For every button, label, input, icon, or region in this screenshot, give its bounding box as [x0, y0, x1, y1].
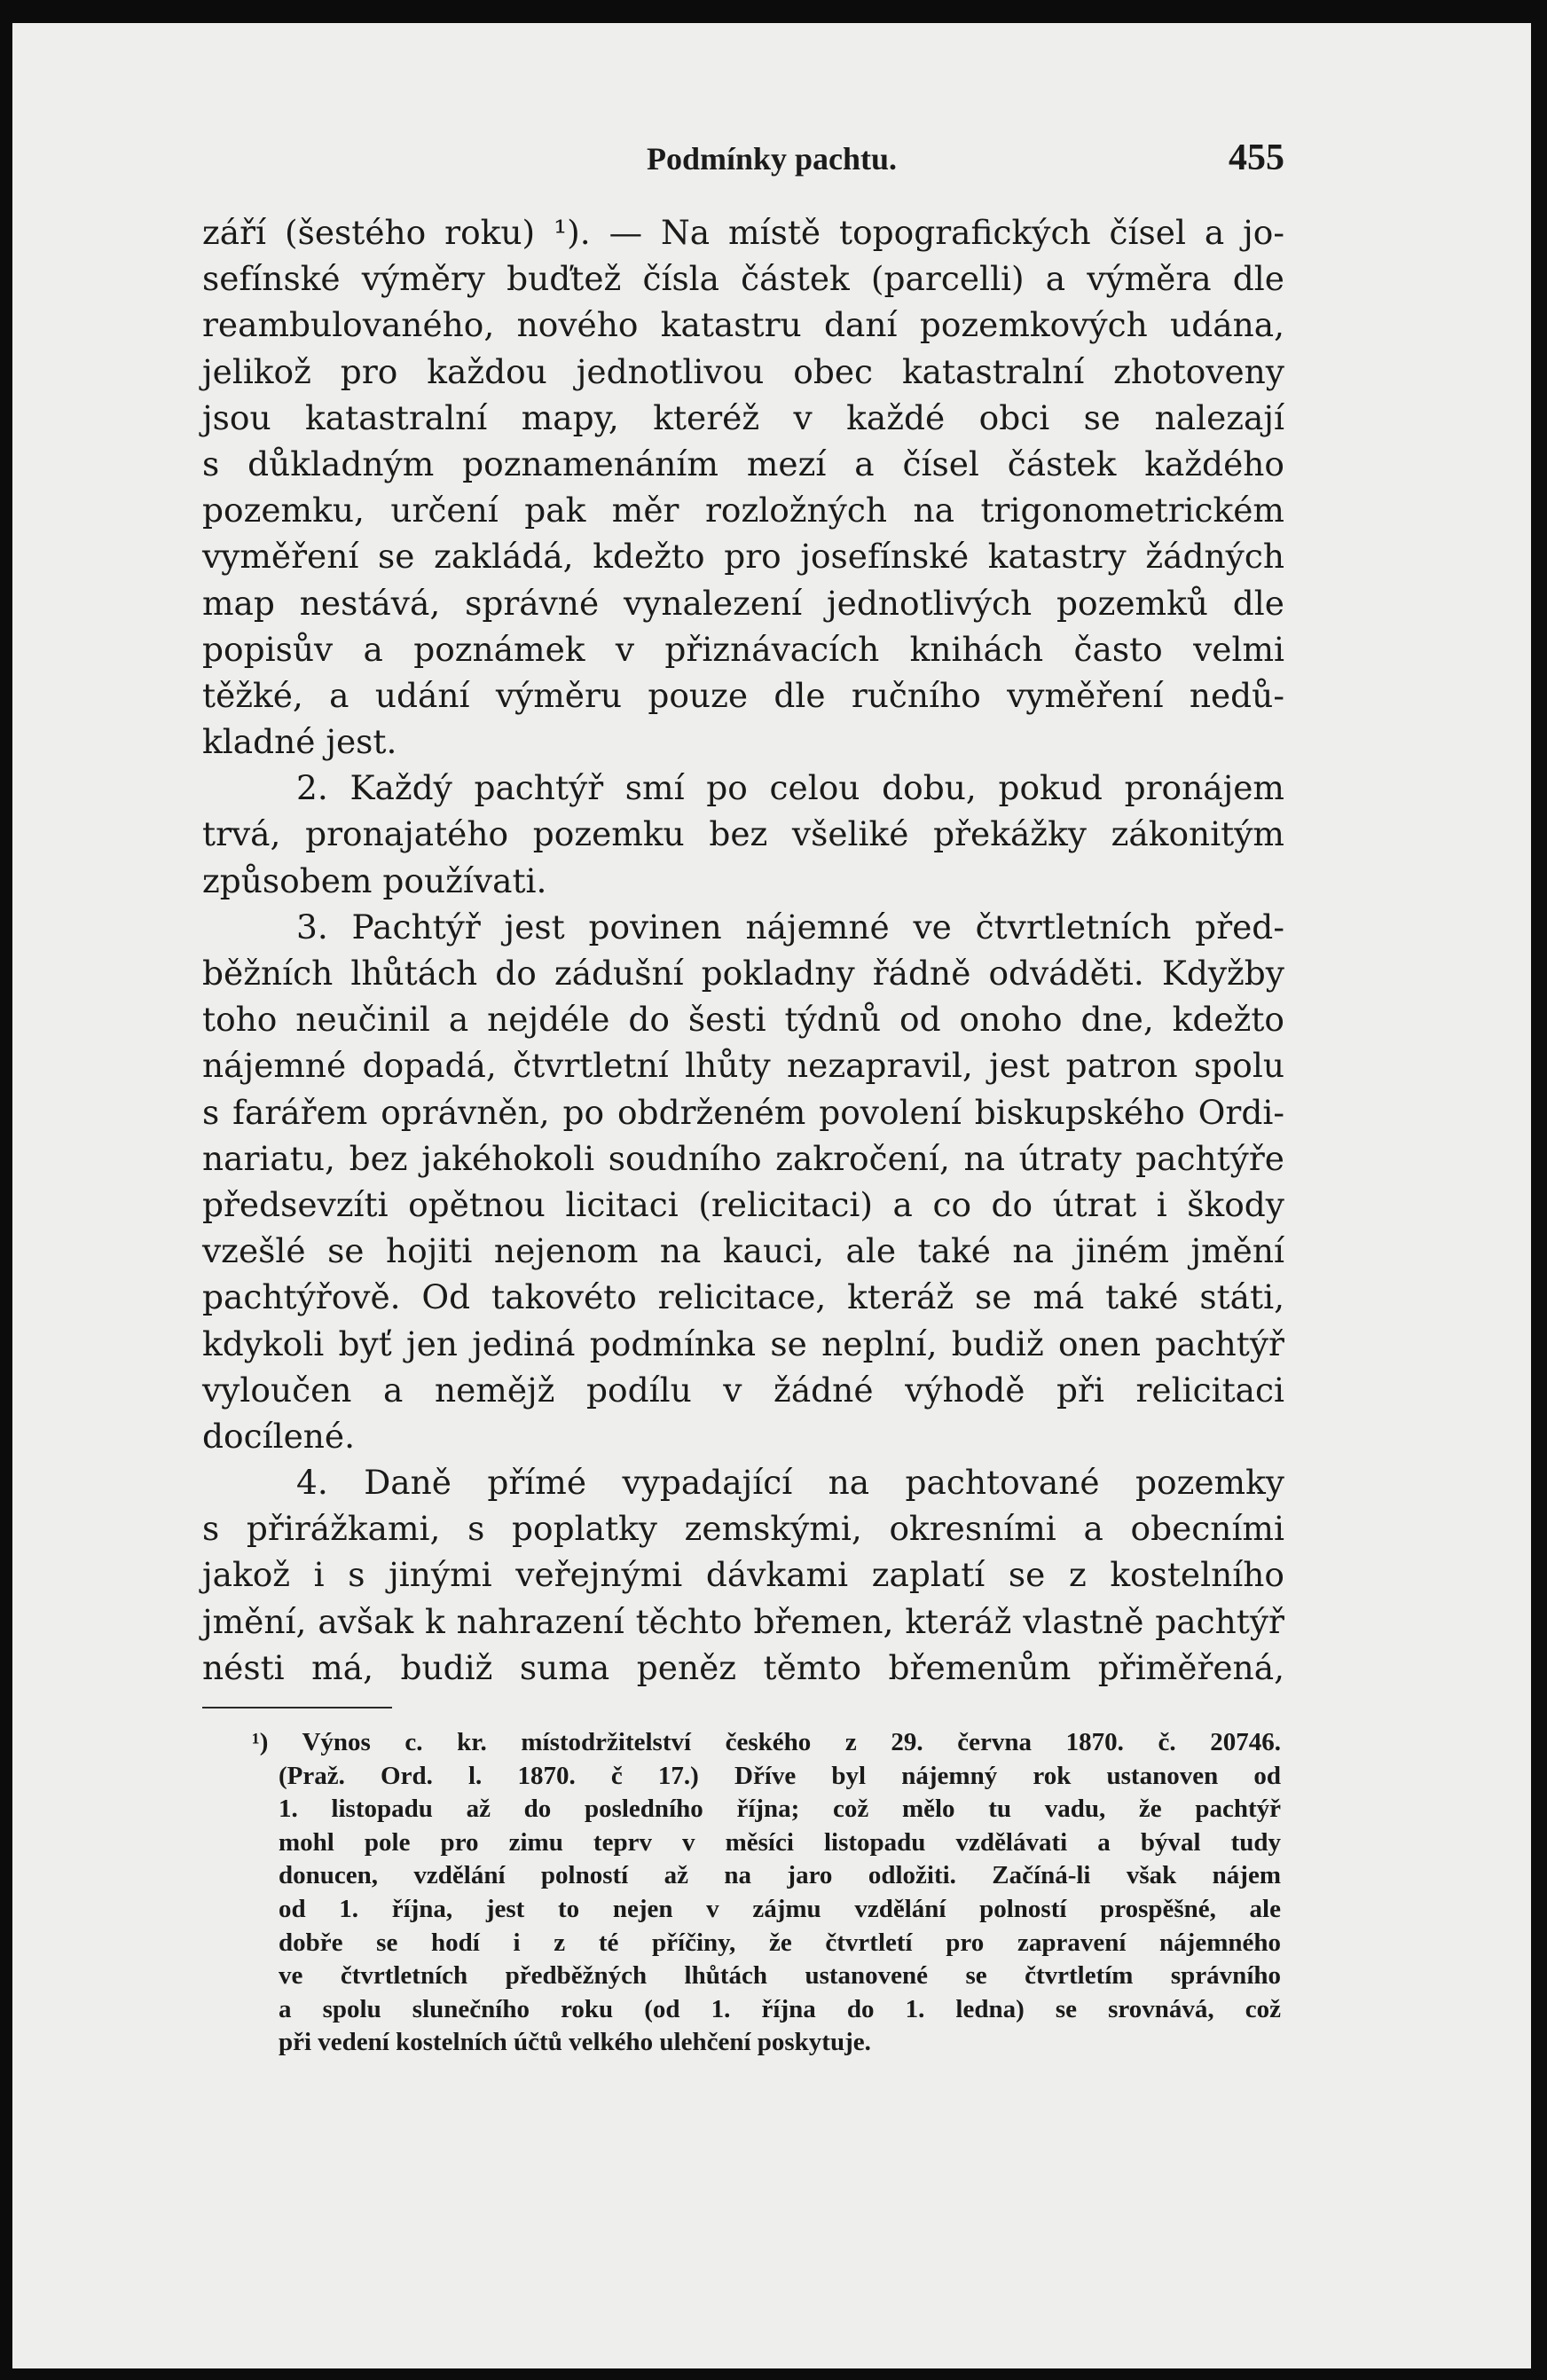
text-line: kdykoli byť jen jediná podmínka se neplní, budiž onen pachtýř: [202, 1324, 1284, 1363]
footnote-line: od 1. října, jest to nejen v zájmu vzdělání polností prospěšné, ale: [279, 1894, 1281, 1923]
text-line: nariatu, bez jakéhokoli soudního zakročení, na útraty pachtýře: [202, 1138, 1284, 1178]
text-line: jmění, avšak k nahrazení těchto břemen, kteráž vlastně pachtýř: [202, 1601, 1284, 1641]
text-line: s farářem oprávněn, po obdrženém povolení biskupského Ordi-: [202, 1092, 1284, 1132]
text-line: jsou katastralní mapy, kteréž v každé obci se nalezají: [202, 397, 1284, 437]
footnote-divider: [202, 1707, 392, 1708]
footnote-line: při vedení kostelních účtů velkého ulehčení poskytuje.: [279, 2028, 871, 2057]
footnote-line: 1. listopadu až do posledního října; což mělo tu vadu, že pachtýř: [279, 1795, 1281, 1824]
text-line: způsobem používati.: [202, 860, 547, 900]
footnote-line: mohl pole pro zimu teprv v měsíci listopadu vzdělávati a býval tudy: [279, 1827, 1281, 1857]
footnote-line: ¹) Výnos c. kr. místodržitelství českého z 29. června 1870. č. 20746.: [252, 1728, 1281, 1756]
text-line: toho neučinil a nejdéle do šesti týdnů od onoho dne, kdežto: [202, 1000, 1284, 1040]
text-line: jelikož pro každou jednotlivou obec katastralní zhotoveny: [202, 351, 1284, 391]
footnote: [252, 1726, 1281, 2060]
text-line: září (šestého roku) ¹). — Na místě topografických čísel a jo-: [202, 213, 1284, 252]
text-line: běžních lhůtách do zádušní pokladny řádně odváděti. Kdyžby: [202, 954, 1284, 993]
book-page: [12, 23, 1531, 2368]
footnote-line: (Praž. Ord. l. 1870. č 17.) Dříve byl nájemný rok ustanoven od: [279, 1761, 1281, 1790]
text-line: docílené.: [202, 1416, 356, 1456]
text-line: popisův a poznámek v přiznávacích knihách často velmi: [202, 629, 1284, 669]
text-line: vzešlé se hojiti nejenom na kauci, ale také na jiném jmění: [202, 1231, 1284, 1271]
text-line: vyměření se zakládá, kdežto pro josefínské katastry žádných: [202, 537, 1284, 577]
footnote-line: donucen, vzdělání polností až na jaro odložiti. Začíná-li však nájem: [279, 1861, 1281, 1890]
text-line: jakož i s jinými veřejnými dávkami zaplatí se z kostelního: [202, 1555, 1284, 1595]
text-line: vyloučen a nemějž podílu v žádné výhodě při relicitaci: [202, 1370, 1284, 1410]
footnote-line: a spolu slunečního roku (od 1. října do 1. ledna) se srovnává, což: [279, 1994, 1281, 2023]
text-line: předsevzíti opětnou licitaci (relicitaci) a co do útrat i škody: [202, 1184, 1284, 1224]
text-line: map nestává, správné vynalezení jednotlivých pozemků dle: [202, 583, 1284, 623]
text-line: těžké, a udání výměru pouze dle ručního vyměření nedů-: [202, 675, 1284, 715]
paragraph-4-start: 4. Daně přímé vypadající na pachtované pozemky: [296, 1463, 1284, 1503]
text-line: kladné jest.: [202, 722, 397, 762]
paragraph-2-start: 2. Každý pachtýř smí po celou dobu, pokud pronájem: [296, 768, 1284, 808]
text-line: sefínské výměry buďtež čísla částek (parcelli) a výměra dle: [202, 259, 1284, 299]
footnote-line: dobře se hodí i z té příčiny, že čtvrtletí pro zapravení nájemného: [279, 1928, 1281, 1957]
page-title: Podmínky pachtu.: [646, 141, 898, 177]
running-head: [12, 137, 1531, 193]
text-line: s přirážkami, s poplatky zemskými, okresními a obecními: [202, 1509, 1284, 1549]
text-line: nájemné dopadá, čtvrtletní lhůty nezapravil, jest patron spolu: [202, 1046, 1284, 1086]
text-line: reambulovaného, nového katastru daní pozemkových udána,: [202, 305, 1284, 345]
text-line: s důkladným poznamenáním mezí a čísel částek každého: [202, 444, 1284, 483]
text-line: pozemku, určení pak měr rozložných na trigonometrickém: [202, 491, 1284, 530]
paragraph-3-start: 3. Pachtýř jest povinen nájemné ve čtvrtletních před-: [296, 907, 1284, 947]
page-number: 455: [1229, 137, 1284, 178]
text-line: nésti má, budiž suma peněz těmto břemenům přiměřená,: [202, 1647, 1284, 1687]
text-line: pachtýřově. Od takovéto relicitace, kteráž se má také státi,: [202, 1277, 1284, 1317]
text-line: trvá, pronajatého pozemku bez všeliké překážky zákonitým: [202, 814, 1284, 854]
footnote-line: ve čtvrtletních předběžných lhůtách ustanovené se čtvrtletím správního: [279, 1961, 1281, 1991]
body-text: [202, 209, 1284, 1691]
